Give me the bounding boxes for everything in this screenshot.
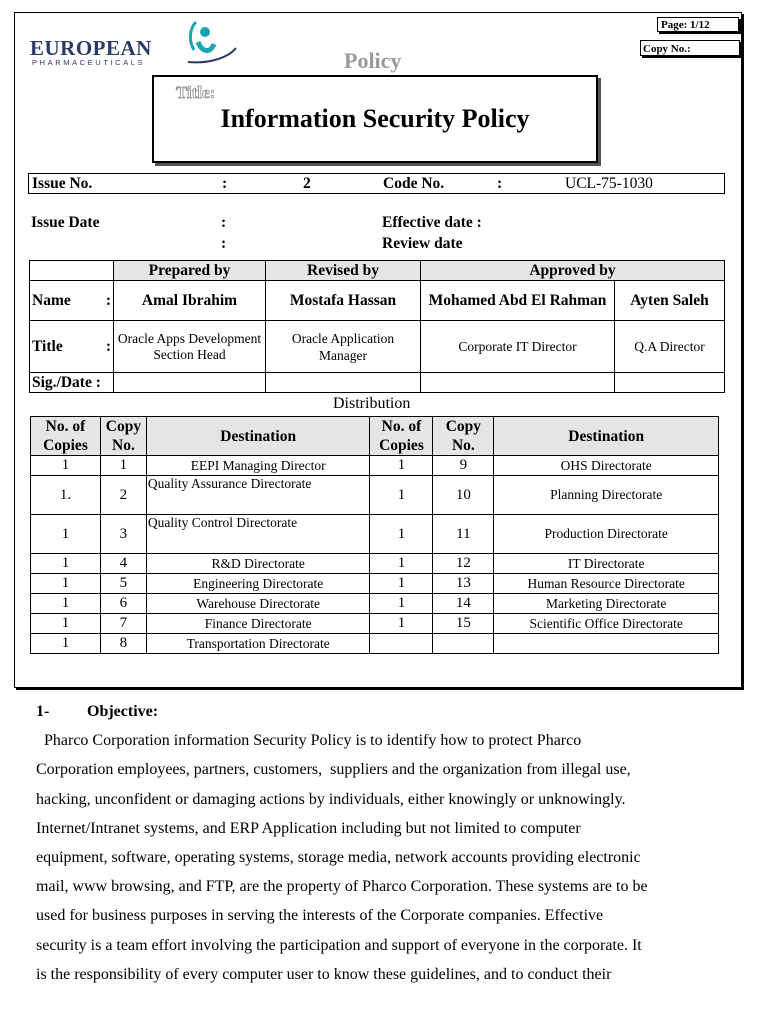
body-line: is the responsibility of every computer user to know these guidelines, and to conduct their [36, 965, 612, 983]
copy-no-cell: 13 [433, 574, 494, 594]
copies-cell: 1 [31, 634, 101, 654]
distribution-rows [31, 456, 719, 654]
body-line: security is a team effort involving the participation and support of everyone in the corporate. It [36, 936, 642, 954]
copies-cell: 1 [370, 574, 433, 594]
body-line: Corporation employees, partners, customers, suppliers and the organization from illegal use, [36, 761, 631, 779]
distribution-table [30, 416, 719, 654]
issue-bar [28, 173, 725, 194]
destination-cell: Quality Assurance Directorate [146, 476, 370, 515]
reviser-name: Mostafa Hassan [266, 281, 421, 321]
approver-name-2: Ayten Saleh [615, 281, 725, 321]
copies-cell: 1 [31, 574, 101, 594]
destination-cell: Production Directorate [494, 515, 719, 554]
destination-cell: EEPI Managing Director [146, 456, 370, 476]
distribution-label: Distribution [333, 395, 411, 412]
destination-cell: Human Resource Directorate [494, 574, 719, 594]
signoff-table [29, 260, 725, 393]
title-label: Title: [176, 83, 216, 102]
issue-value: 2 [303, 175, 311, 192]
body-line: hacking, unconfident or damaging actions by individuals, either knowingly or unknowingly. [36, 790, 626, 808]
section-title: Objective: [87, 703, 159, 720]
dates-block [28, 214, 725, 258]
copy-no-cell: 8 [100, 634, 146, 654]
code-label: Code No. [383, 175, 445, 192]
signature-cell [114, 373, 266, 393]
copy-no-cell: 10 [433, 476, 494, 515]
copy-no-cell: 1 [100, 456, 146, 476]
destination-cell: OHS Directorate [494, 456, 719, 476]
destination-cell: Finance Directorate [146, 614, 370, 634]
copy-no-cell: 5 [100, 574, 146, 594]
approver-title-2: Q.A Director [615, 321, 725, 373]
copies-cell: 1 [370, 515, 433, 554]
signature-cell [615, 373, 725, 393]
signature-cell [421, 373, 615, 393]
body-line: used for business purposes in serving the interests of the Corporate companies. Effective [36, 907, 604, 925]
copies-cell: 1 [31, 614, 101, 634]
destination-cell: Engineering Directorate [146, 574, 370, 594]
destination-cell: Marketing Directorate [494, 594, 719, 614]
table-row [31, 614, 719, 634]
copy-no-cell: 4 [100, 554, 146, 574]
body-line: Pharco Corporation information Security Policy is to identify how to protect Pharco [36, 732, 582, 750]
document-type: Policy [344, 48, 402, 73]
table-row [31, 634, 719, 654]
copies-cell: 1 [31, 594, 101, 614]
policy-body [36, 697, 736, 989]
copy-no-cell [433, 634, 494, 654]
reviser-title: Oracle Application Manager [266, 321, 421, 373]
signature-row-label: Sig./Date : [30, 373, 114, 393]
table-row [31, 594, 719, 614]
col-header-copies: No. of Copies [370, 417, 433, 456]
body-line: mail, www browsing, and FTP, are the property of Pharco Corporation. These systems are to be [36, 878, 648, 896]
code-value: UCL-75-1030 [565, 175, 653, 192]
copy-no-cell: 2 [100, 476, 146, 515]
issue-date-colon: : [221, 214, 227, 231]
logo-wordmark: EUROPEAN [30, 36, 152, 60]
title-box [152, 75, 598, 163]
logo-subtitle: PHARMACEUTICALS [32, 58, 146, 67]
copy-no-cell: 7 [100, 614, 146, 634]
section-heading [36, 697, 736, 726]
logo-swoosh-icon [148, 18, 238, 66]
destination-cell: Quality Control Directorate [146, 515, 370, 554]
revised-by-header: Revised by [266, 261, 421, 281]
name-row-label: Name : [30, 281, 114, 321]
destination-cell: Scientific Office Directorate [494, 614, 719, 634]
destination-cell: Planning Directorate [494, 476, 719, 515]
issue-date-label: Issue Date [31, 214, 100, 231]
copies-cell: 1 [370, 476, 433, 515]
body-line: equipment, software, operating systems, storage media, network accounts providing electronic [36, 849, 641, 867]
copy-no-cell: 9 [433, 456, 494, 476]
copies-cell: 1 [31, 554, 101, 574]
copies-cell: 1 [370, 594, 433, 614]
preparer-title: Oracle Apps Development Section Head [114, 321, 266, 373]
col-header-copies: No. of Copies [31, 417, 101, 456]
table-row [31, 476, 719, 515]
preparer-name: Amal Ibrahim [114, 281, 266, 321]
prepared-by-header: Prepared by [114, 261, 266, 281]
table-row [31, 456, 719, 476]
destination-cell: Warehouse Directorate [146, 594, 370, 614]
body-line: Internet/Intranet systems, and ERP Application including but not limited to computer [36, 819, 581, 837]
review-date-colon: : [221, 235, 227, 252]
approver-name-1: Mohamed Abd El Rahman [421, 281, 615, 321]
copy-no-cell: 6 [100, 594, 146, 614]
code-colon: : [497, 175, 503, 192]
copies-cell: 1 [31, 515, 101, 554]
approved-by-header: Approved by [421, 261, 725, 281]
page-number: Page: 1/12 [657, 17, 739, 32]
copy-no-cell: 12 [433, 554, 494, 574]
issue-label: Issue No. [32, 175, 93, 192]
destination-cell: Transportation Directorate [146, 634, 370, 654]
document-title: Information Security Policy [220, 104, 530, 133]
col-header-destination: Destination [494, 417, 719, 456]
section-number: 1- [36, 703, 50, 720]
company-logo [30, 18, 210, 66]
signature-cell [266, 373, 421, 393]
table-row [31, 515, 719, 554]
destination-cell: R&D Directorate [146, 554, 370, 574]
signoff-corner [30, 261, 114, 281]
copy-no-cell: 11 [433, 515, 494, 554]
body-text [36, 726, 736, 989]
title-row-label: Title : [30, 321, 114, 373]
issue-colon: : [222, 175, 228, 192]
col-header-copy-no: Copy No. [433, 417, 494, 456]
copies-cell: 1 [31, 456, 101, 476]
copies-cell [370, 634, 433, 654]
copy-no-cell: 3 [100, 515, 146, 554]
copies-cell: 1 [370, 554, 433, 574]
copy-no-cell: 14 [433, 594, 494, 614]
effective-date-label: Effective date : [382, 214, 482, 231]
copies-cell: 1. [31, 476, 101, 515]
copy-number: Copy No.: [640, 40, 740, 56]
copies-cell: 1 [370, 456, 433, 476]
col-header-copy-no: Copy No. [100, 417, 146, 456]
copy-no-cell: 15 [433, 614, 494, 634]
table-row [31, 574, 719, 594]
copies-cell: 1 [370, 614, 433, 634]
table-row [31, 554, 719, 574]
destination-cell: IT Directorate [494, 554, 719, 574]
review-date-label: Review date [382, 235, 463, 252]
col-header-destination: Destination [146, 417, 370, 456]
destination-cell [494, 634, 719, 654]
approver-title-1: Corporate IT Director [421, 321, 615, 373]
